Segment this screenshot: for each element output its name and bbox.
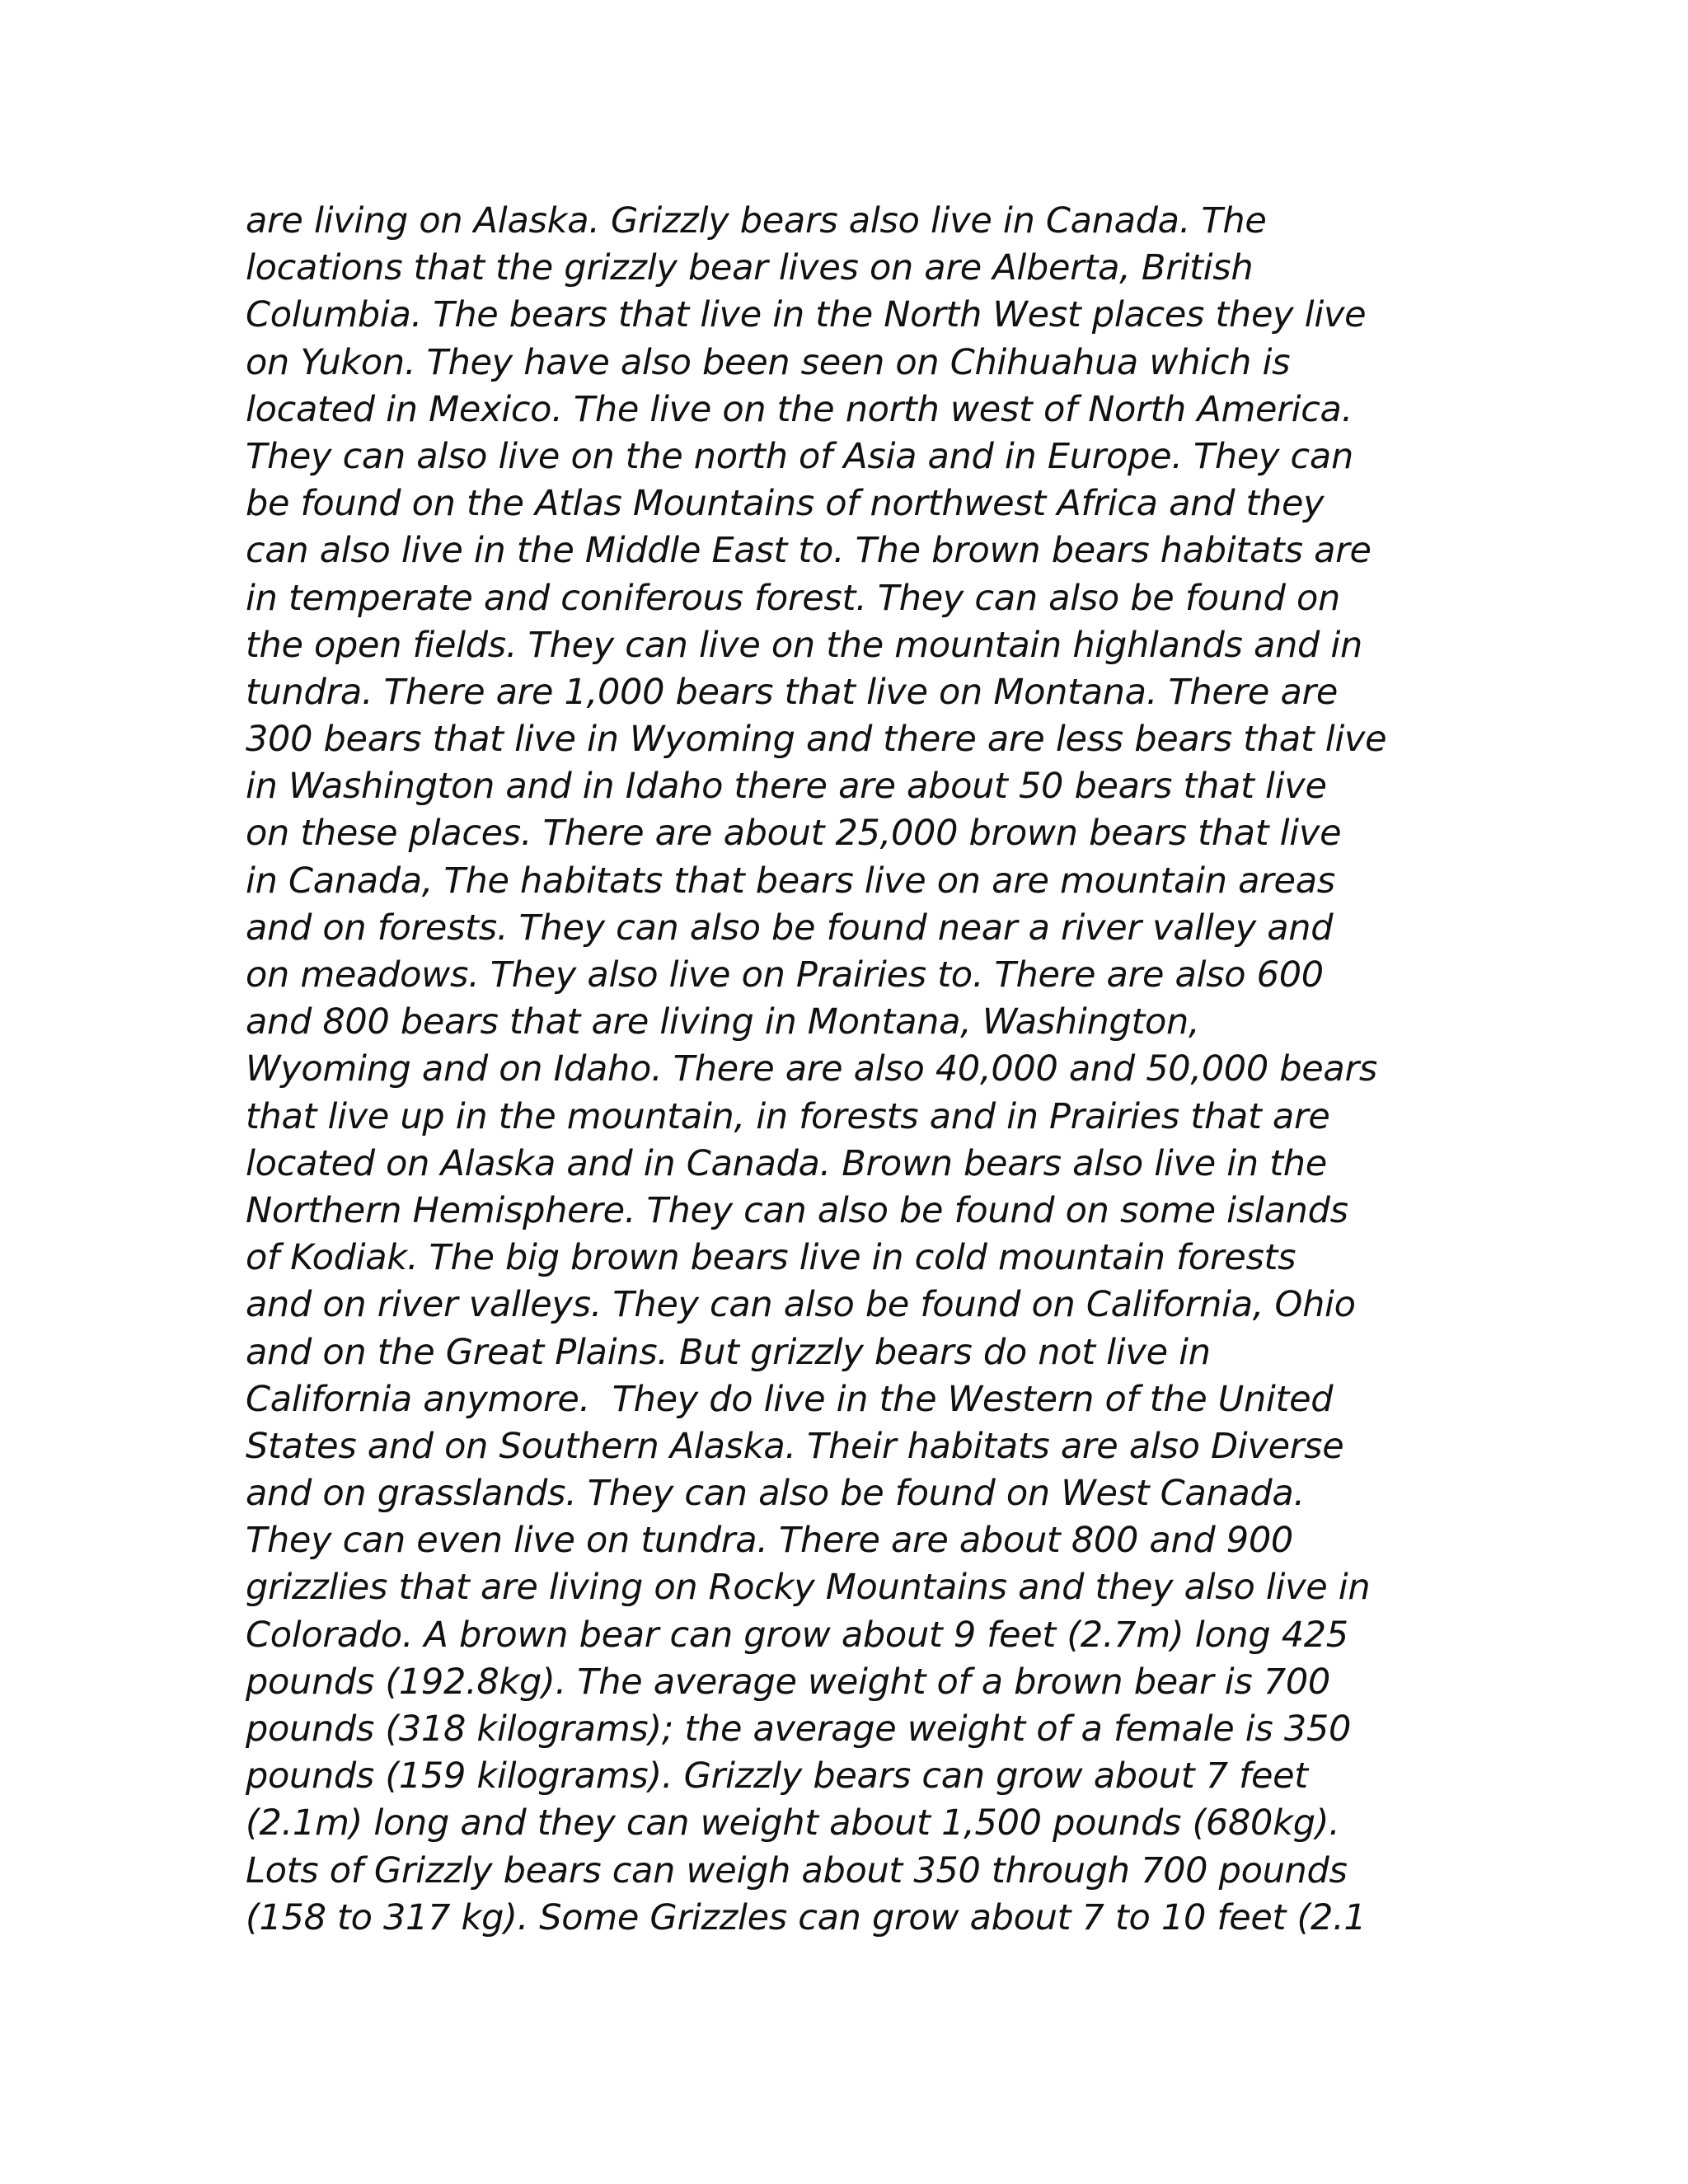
text-line: Wyoming and on Idaho. There are also 40,000 and 50,000 bears: [246, 1048, 1377, 1090]
text-line: States and on Southern Alaska. Their habitats are also Diverse: [246, 1425, 1344, 1467]
text-line: Northern Hemisphere. They can also be found on some islands: [246, 1189, 1348, 1231]
text-line: pounds (159 kilograms). Grizzly bears can grow about 7 feet: [246, 1755, 1308, 1797]
text-line: pounds (318 kilograms); the average weight of a female is 350: [246, 1708, 1352, 1750]
text-line: in temperate and coniferous forest. They can also be found on: [246, 577, 1340, 619]
text-line: can also live in the Middle East to. The brown bears habitats are: [246, 530, 1372, 572]
text-line: Columbia. The bears that live in the North West places they live: [246, 294, 1367, 336]
text-line: grizzlies that are living on Rocky Mountains and they also live in: [246, 1567, 1371, 1609]
text-line: 300 bears that live in Wyoming and there are less bears that live: [246, 719, 1387, 761]
text-line: pounds (192.8kg). The average weight of a brown bear is 700: [246, 1661, 1330, 1703]
text-line: the open fields. They can live on the mountain highlands and in: [246, 624, 1362, 666]
text-line: on Yukon. They have also been seen on Chihuahua which is: [246, 341, 1291, 383]
text-line: and on river valleys. They can also be found on California, Ohio: [246, 1284, 1356, 1326]
text-line: and on forests. They can also be found near a river valley and: [246, 907, 1334, 949]
text-line: and on the Great Plains. But grizzly bears do not live in: [246, 1331, 1211, 1373]
text-line: California anymore. They do live in the Western of the United: [246, 1378, 1334, 1420]
text-line: and on grasslands. They can also be found on West Canada.: [246, 1473, 1305, 1515]
text-line: They can also live on the north of Asia and in Europe. They can: [246, 435, 1353, 477]
text-line: in Canada, The habitats that bears live on are mountain areas: [246, 860, 1335, 902]
text-line: Lots of Grizzly bears can weigh about 350 through 700 pounds: [246, 1849, 1348, 1891]
text-line: (2.1m) long and they can weight about 1,500 pounds (680kg).: [246, 1802, 1340, 1844]
text-line: They can even live on tundra. There are about 800 and 900: [246, 1520, 1293, 1562]
text-line: of Kodiak. The big brown bears live in cold mountain forests: [246, 1237, 1296, 1279]
text-line: tundra. There are 1,000 bears that live on Montana. There are: [246, 671, 1339, 713]
text-line: are living on Alaska. Grizzly bears also live in Canada. The: [246, 200, 1267, 241]
text-line: located in Mexico. The live on the north west of North America.: [246, 388, 1353, 430]
body-text: [246, 198, 1449, 1942]
text-line: locations that the grizzly bear lives on are Alberta, British: [246, 247, 1254, 289]
text-line: be found on the Atlas Mountains of northwest Africa and they: [246, 483, 1325, 525]
text-line: that live up in the mountain, in forests and in Prairies that are: [246, 1095, 1330, 1137]
text-line: in Washington and in Idaho there are about 50 bears that live: [246, 766, 1327, 808]
text-line: located on Alaska and in Canada. Brown bears also live in the: [246, 1142, 1327, 1184]
text-line: on these places. There are about 25,000 brown bears that live: [246, 813, 1342, 855]
text-line: Colorado. A brown bear can grow about 9 feet (2.7m) long 425: [246, 1614, 1348, 1656]
text-line: (158 to 317 kg). Some Grizzles can grow about 7 to 10 feet (2.1: [246, 1896, 1367, 1938]
text-line: on meadows. They also live on Prairies to. There are also 600: [246, 954, 1324, 996]
text-line: and 800 bears that are living in Montana, Washington,: [246, 1001, 1200, 1043]
